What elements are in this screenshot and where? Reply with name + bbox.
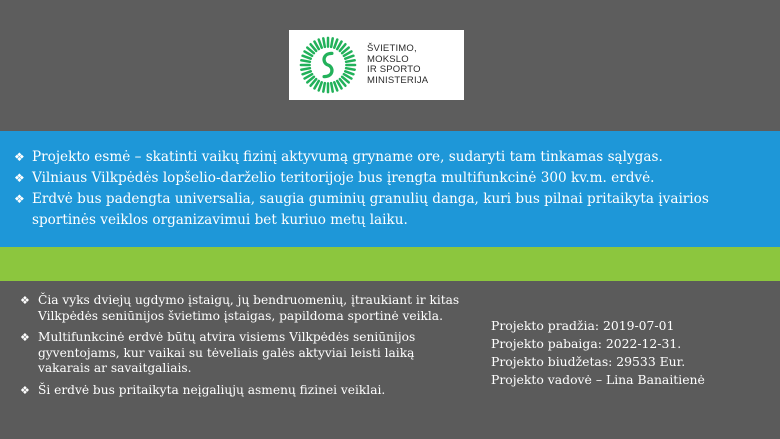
summary-text: Vilniaus Vilkpėdės lopšelio-darželio teritorijoje bus įrengta multifunkcinė 300 kv.m. erdvė.	[32, 170, 655, 186]
details-item	[20, 293, 465, 324]
emblem-ray	[323, 83, 325, 92]
diamond-bullet-icon: ❖	[14, 192, 25, 206]
ministry-emblem-icon	[299, 36, 357, 94]
details-item	[20, 383, 465, 399]
project-leader: Projekto vadovė – Lina Banaitienė	[491, 372, 705, 387]
summary-item	[14, 189, 777, 231]
logo-line: ŠVIETIMO,	[367, 43, 417, 54]
emblem-ray	[345, 56, 353, 59]
emblem-ray	[303, 71, 311, 74]
emblem-ray	[346, 60, 355, 62]
project-summary-band	[0, 131, 780, 247]
diamond-bullet-icon: ❖	[20, 294, 30, 307]
summary-list	[0, 131, 780, 231]
emblem-ray	[319, 40, 322, 48]
emblem-ray	[303, 56, 311, 59]
summary-text: Projekto esmė – skatinti vaikų fizinį aktyvumą gryname ore, sudaryti tam tinkamas sąlygas.	[32, 149, 663, 165]
diamond-bullet-icon: ❖	[20, 383, 30, 397]
project-info	[491, 317, 705, 389]
emblem-ray	[331, 38, 333, 47]
diamond-bullet-icon: ❖	[14, 150, 25, 164]
emblem-ray	[323, 38, 325, 47]
green-divider-band	[0, 247, 780, 281]
summary-text: Erdvė bus padengta universalia, saugia guminių granulių danga, kuri bus pilnai pritaikyta įvairios sportinės veiklos organizavimui bet kuriuo metų laiku.	[32, 191, 709, 228]
summary-item	[14, 168, 777, 189]
details-item	[20, 330, 465, 377]
details-area	[0, 281, 780, 439]
emblem-ray	[331, 83, 333, 92]
logo-line: IR SPORTO	[367, 64, 421, 75]
summary-item	[14, 147, 777, 168]
project-start: Projekto pradžia: 2019-07-01	[491, 318, 675, 333]
emblem-ray	[301, 68, 310, 70]
emblem-ray	[334, 40, 337, 48]
logo-text	[367, 44, 428, 86]
emblem-ray	[301, 60, 310, 62]
ministry-logo	[289, 30, 464, 100]
project-budget: Projekto biudžetas: 29533 Eur.	[491, 354, 686, 369]
emblem-ray	[334, 82, 337, 90]
emblem-ray	[319, 82, 322, 90]
diamond-bullet-icon: ❖	[20, 331, 30, 344]
diamond-bullet-icon: ❖	[14, 171, 25, 185]
logo-line: MINISTERIJA	[367, 74, 429, 86]
emblem-ray	[346, 68, 355, 70]
project-end: Projekto pabaiga: 2022-12-31.	[491, 336, 682, 351]
header-area	[0, 0, 780, 131]
details-list	[0, 281, 465, 398]
details-text: Čia vyks dviejų ugdymo įstaigų, jų bendruomenių, įtraukiant ir kitas Vilkpėdės seniūnijos švietimo įstaigas, papildoma sportinė veikla.	[38, 293, 460, 323]
logo-line: MOKSLO	[367, 53, 409, 65]
emblem-ray	[345, 71, 353, 74]
details-text: Multifunkcinė erdvė būtų atvira visiems Vilkpėdės seniūnijos gyventojams, kur vaikai su tėveliais galės aktyviai leisti laiką vakarais ar savaitgaliais.	[38, 330, 416, 375]
details-text: Ši erdvė bus pritaikyta neįgaliųjų asmenų fizinei veiklai.	[38, 382, 386, 397]
